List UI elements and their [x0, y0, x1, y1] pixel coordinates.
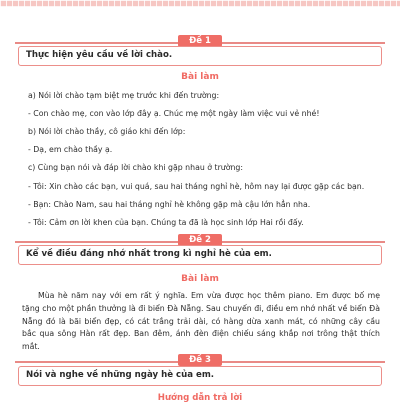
answer-line: b) Nói lời chào thầy, cô giáo khi đến lớp:	[28, 127, 186, 136]
section-3-header	[0, 354, 400, 366]
section-3-task: Nói và nghe về những ngày hè của em.	[26, 370, 215, 380]
answer-line: c) Cùng bạn nói và đáp lời chào khi gặp nhau ở trường:	[28, 163, 244, 172]
section-2-label: Đề 2	[178, 234, 222, 246]
answer-line: - Dạ, em chào thầy ạ.	[28, 145, 113, 154]
section-1-label: Đề 1	[178, 35, 222, 47]
section-2-paragraph: Mùa hè năm nay với em rất ý nghĩa. Em vừa được học thêm piano. Em được bố mẹ tặng cho một phần thưởng là đi biển Đà Nẵng. Sau chuyến đi, điều em nhớ nhất về biển Đà Nẵng đó là bãi biển đẹp, có cát trắng trải dài, có hàng dừa xanh mát, có những cây cầu bắc qua sông Hàn rất đẹp. Ban đêm, ánh đèn điện chiếu sáng khắp nơi trông thật thích mắt.	[22, 291, 380, 352]
section-3-answer-heading: Hướng dẫn trả lời	[157, 393, 243, 403]
section-1-task: Thực hiện yêu cầu về lời chào.	[26, 50, 173, 60]
section-3-task-box	[18, 366, 382, 386]
answer-line: a) Nói lời chào tạm biệt mẹ trước khi đến trường:	[28, 91, 220, 100]
section-1-task-box	[18, 46, 382, 66]
section-2-task-box	[18, 245, 382, 265]
answer-line: - Tôi: Xin chào các bạn, vui quá, sau hai tháng nghỉ hè, hôm nay lại được gặp các bạn.	[28, 182, 365, 191]
section-2-answer-heading: Bài làm	[181, 274, 219, 284]
section-3-label: Đề 3	[178, 354, 222, 366]
section-2-task: Kể về điều đáng nhớ nhất trong kì nghỉ hè của em.	[26, 249, 272, 259]
top-decorative-grid	[0, 0, 400, 7]
section-1-answer-heading: Bài làm	[181, 72, 219, 82]
answer-line: - Bạn: Chào Nam, sau hai tháng nghỉ hè không gặp mà cậu lớn hẳn nha.	[28, 200, 311, 209]
answer-line: - Con chào mẹ, con vào lớp đây ạ. Chúc mẹ một ngày làm việc vui vẻ nhé!	[28, 109, 320, 118]
answer-line: - Tôi: Cảm ơn lời khen của bạn. Chúng ta đã là học sinh lớp Hai rồi đấy.	[28, 218, 304, 227]
